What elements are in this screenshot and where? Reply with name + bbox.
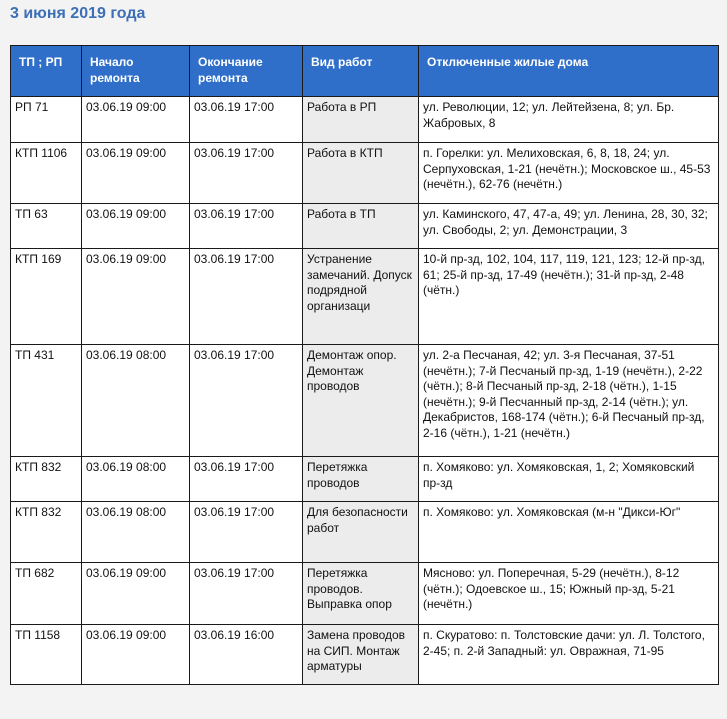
cell-work: Устранение замечаний. Допуск подрядной организаци (303, 249, 419, 345)
table-row (11, 97, 719, 143)
cell-houses: п. Горелки: ул. Мелиховская, 6, 8, 18, 24; ул. Серпуховская, 1-21 (нечётн.); Московское ш., 45-53 (нечётн.), 62-76 (нечётн.) (419, 143, 719, 204)
cell-work: Работа в ТП (303, 204, 419, 249)
cell-tp: ТП 431 (11, 345, 82, 457)
header-start: Начало ремонта (82, 46, 190, 97)
cell-end: 03.06.19 17:00 (190, 97, 303, 143)
cell-start: 03.06.19 09:00 (82, 204, 190, 249)
cell-tp: РП 71 (11, 97, 82, 143)
cell-houses: п. Скуратово: п. Толстовские дачи: ул. Л. Толстого, 2-45; п. 2-й Западный: ул. Овражная, 71-95 (419, 625, 719, 685)
header-houses: Отключенные жилые дома (419, 46, 719, 97)
cell-work: Для безопасности работ (303, 502, 419, 563)
cell-work: Перетяжка проводов (303, 457, 419, 502)
table-row (11, 204, 719, 249)
table-body (11, 97, 719, 685)
cell-start: 03.06.19 08:00 (82, 457, 190, 502)
cell-start: 03.06.19 09:00 (82, 97, 190, 143)
cell-end: 03.06.19 17:00 (190, 249, 303, 345)
header-work: Вид работ (303, 46, 419, 97)
cell-work: Замена проводов на СИП. Монтаж арматуры (303, 625, 419, 685)
cell-houses: 10-й пр-зд, 102, 104, 117, 119, 121, 123; 12-й пр-зд, 61; 25-й пр-зд, 17-49 (нечётн.); 31-й пр-зд, 2-48 (чётн.) (419, 249, 719, 345)
cell-end: 03.06.19 17:00 (190, 563, 303, 625)
cell-end: 03.06.19 17:00 (190, 345, 303, 457)
cell-tp: ТП 682 (11, 563, 82, 625)
cell-tp: КТП 832 (11, 502, 82, 563)
cell-start: 03.06.19 09:00 (82, 249, 190, 345)
cell-houses: ул. Революции, 12; ул. Лейтейзена, 8; ул. Бр. Жабровых, 8 (419, 97, 719, 143)
cell-start: 03.06.19 09:00 (82, 143, 190, 204)
table-row (11, 625, 719, 685)
cell-houses: п. Хомяково: ул. Хомяковская (м-н "Дикси-Юг" (419, 502, 719, 563)
page-title: 3 июня 2019 года (10, 5, 146, 22)
table-row (11, 502, 719, 563)
cell-tp: КТП 832 (11, 457, 82, 502)
table-row (11, 457, 719, 502)
cell-houses: ул. Каминского, 47, 47-а, 49; ул. Ленина, 28, 30, 32; ул. Свободы, 2; ул. Демонстрации, 3 (419, 204, 719, 249)
header-row (11, 46, 719, 97)
cell-start: 03.06.19 09:00 (82, 563, 190, 625)
cell-work: Демонтаж опор. Демонтаж проводов (303, 345, 419, 457)
header-end: Окончание ремонта (190, 46, 303, 97)
table-row (11, 345, 719, 457)
cell-houses: ул. 2-а Песчаная, 42; ул. 3-я Песчаная, 37-51 (нечётн.); 7-й Песчаный пр-зд, 1-19 (нечётн.), 2-22 (чётн.); 8-й Песчаный пр-зд, 2-18 (чётн.), 1-15 (нечётн.); 9-й Песчанный пр-зд, 2-14 (чётн.); ул. Декабристов, 168-174 (чётн.); 6-й Песчаный пр-зд, 2-16 (чётн.), 1-21 (нечётн.) (419, 345, 719, 457)
cell-end: 03.06.19 16:00 (190, 625, 303, 685)
table-row (11, 249, 719, 345)
cell-end: 03.06.19 17:00 (190, 204, 303, 249)
table-row (11, 143, 719, 204)
cell-work: Перетяжка проводов. Выправка опор (303, 563, 419, 625)
cell-end: 03.06.19 17:00 (190, 502, 303, 563)
cell-work: Работа в КТП (303, 143, 419, 204)
cell-end: 03.06.19 17:00 (190, 457, 303, 502)
cell-tp: КТП 1106 (11, 143, 82, 204)
cell-end: 03.06.19 17:00 (190, 143, 303, 204)
cell-work: Работа в РП (303, 97, 419, 143)
cell-tp: ТП 1158 (11, 625, 82, 685)
cell-houses: п. Хомяково: ул. Хомяковская, 1, 2; Хомяковский пр-зд (419, 457, 719, 502)
cell-start: 03.06.19 09:00 (82, 625, 190, 685)
cell-start: 03.06.19 08:00 (82, 345, 190, 457)
cell-houses: Мясново: ул. Поперечная, 5-29 (нечётн.), 8-12 (чётн.); Одоевское ш., 15; Южный пр-зд, 5-21 (нечётн.) (419, 563, 719, 625)
cell-start: 03.06.19 08:00 (82, 502, 190, 563)
cell-tp: КТП 169 (11, 249, 82, 345)
cell-tp: ТП 63 (11, 204, 82, 249)
outage-table (10, 45, 719, 685)
table-row (11, 563, 719, 625)
header-tp: ТП ; РП (11, 46, 82, 97)
